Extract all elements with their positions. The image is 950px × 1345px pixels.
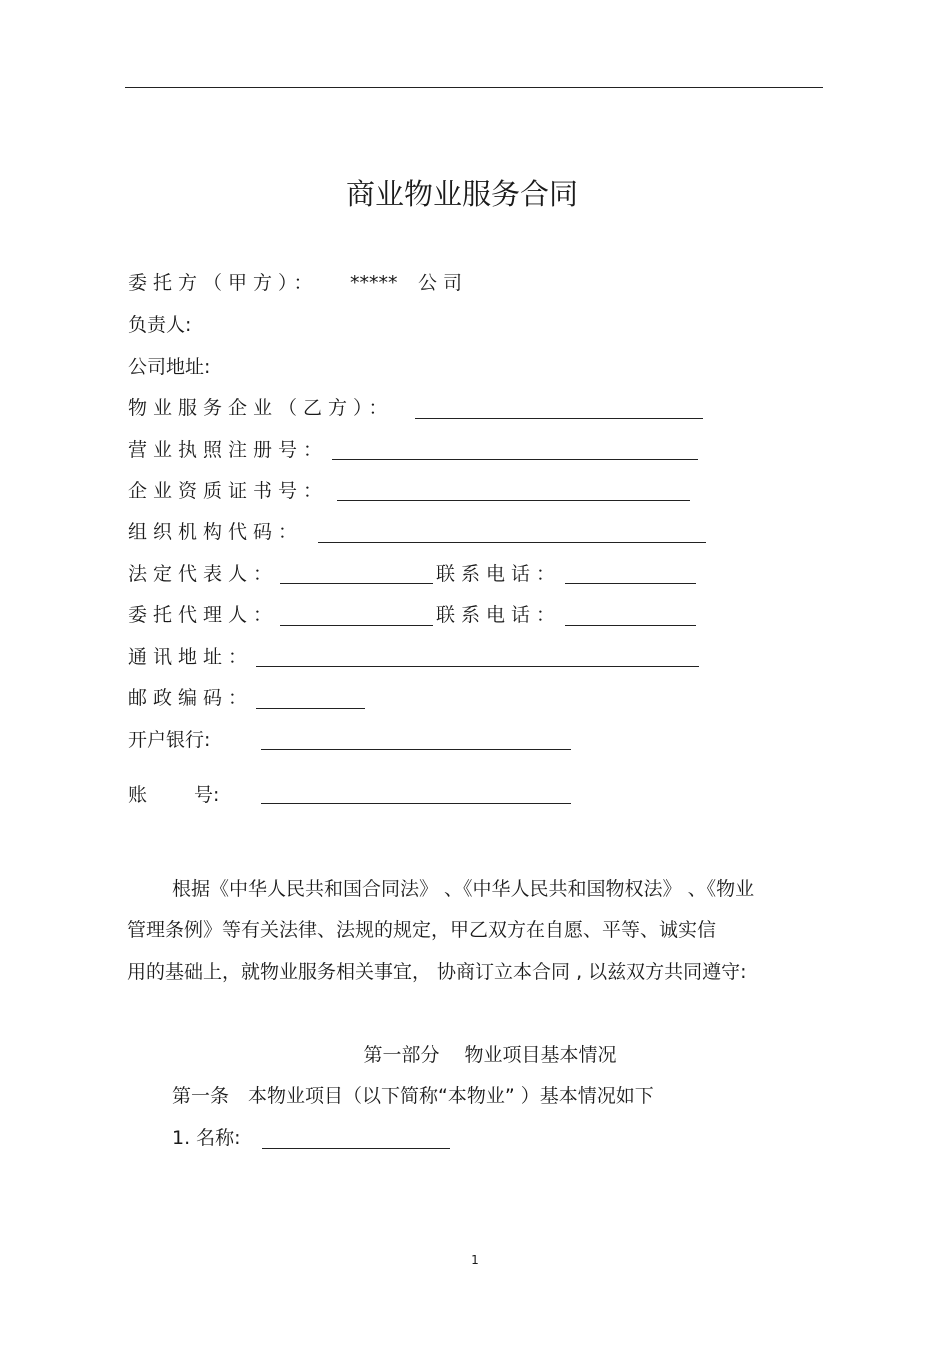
page-number: 1 [471,1253,479,1267]
item-name-line[interactable] [262,1148,450,1149]
agent-line[interactable] [280,625,433,626]
postcode-line[interactable] [256,708,365,709]
legal-rep-phone-label: 联系电话： [436,563,562,585]
license-line[interactable] [332,459,698,460]
part-one-heading: 第一部分 物业项目基本情况 [363,1044,617,1066]
license-label: 营业执照注册号： [128,439,329,461]
party-a-address-label: 公司地址: [128,356,211,378]
postcode-label: 邮政编码： [128,687,254,709]
mail-address-label: 通讯地址： [128,646,254,668]
party-a-label: 委托方（甲方）： [128,272,319,294]
legal-rep-label: 法定代表人： [128,563,279,585]
article-one: 第一条 本物业项目（以下简称“本物业” ）基本情况如下 [172,1085,654,1107]
legal-rep-phone-line[interactable] [565,583,696,584]
document-title: 商业物业服务合同 [345,177,578,211]
qualification-label: 企业资质证书号： [128,480,329,502]
preamble-line-1: 根据《中华人民共和国合同法》 、《中华人民共和国物权法》 、《物业 [172,878,755,900]
org-code-line[interactable] [318,542,706,543]
bank-label: 开户银行: [128,729,211,751]
header-rule [125,87,823,88]
preamble-line-2: 管理条例》等有关法律、法规的规定，甲乙双方在自愿、平等、诚实信 [127,919,717,941]
bank-line[interactable] [261,749,571,750]
party-a-suffix: 公司 [418,272,469,294]
qualification-line[interactable] [337,500,690,501]
party-b-enterprise-line[interactable] [415,418,703,419]
preamble-line-3: 用的基础上，就物业服务相关事宜， 协商订立本合同 , 以兹双方共同遵守: [127,961,747,983]
account-line[interactable] [261,803,571,804]
agent-phone-line[interactable] [565,625,696,626]
account-label-first: 账 [128,784,148,806]
agent-phone-label: 联系电话： [436,604,562,626]
party-a-name: ***** [350,272,398,294]
party-b-enterprise-label: 物业服务企业（乙方）： [128,397,394,419]
legal-rep-line[interactable] [280,583,433,584]
account-label-second: 号: [194,784,220,806]
item-name-label: 1. 名称: [172,1127,241,1149]
agent-label: 委托代理人： [128,604,279,626]
party-a-head-label: 负责人: [128,314,192,336]
org-code-label: 组织机构代码： [128,521,304,543]
mail-address-line[interactable] [256,666,699,667]
